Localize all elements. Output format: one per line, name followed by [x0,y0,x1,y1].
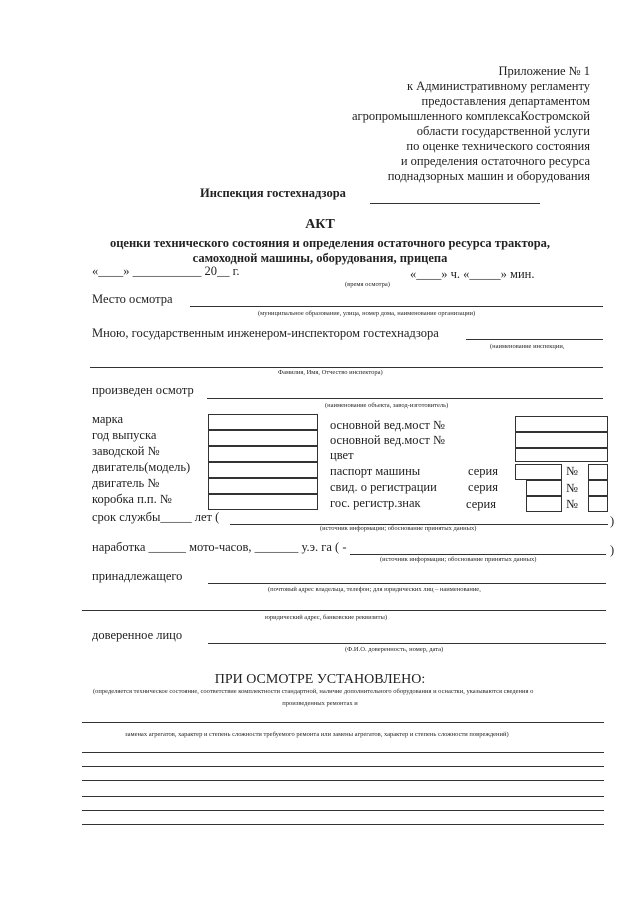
factory-number-input[interactable] [208,446,318,462]
service-life-label: срок службы_____ лет ( [92,510,220,524]
appendix-line: к Административному регламенту [406,79,590,93]
registration-number-label: № [566,481,578,495]
registration-series-label: серия [468,480,498,494]
brand-input[interactable] [208,414,318,430]
act-subtitle-line2: самоходной машины, оборудования, прицепа [192,251,448,265]
owner-details-caption: юридический адрес, банковские реквизиты) [265,614,388,621]
service-life-caption: (источник информации; обоснование принятых данных) [320,525,477,532]
appendix-line: агропромышленного комплексаКостромской [351,109,590,123]
findings-line[interactable] [82,824,604,825]
inspector-field[interactable] [466,339,603,340]
act-subtitle-line1: оценки технического состояния и определения остаточного ресурса трактора, [109,236,551,250]
inspection-done-label: произведен осмотр [92,383,194,397]
gearbox-number-input[interactable] [208,494,318,510]
field-label-plate: гос. регистр.знак [330,496,421,510]
appendix-line: области государственной услуги [416,124,590,138]
time-caption: (время осмотра) [345,281,390,288]
passport-series-label: серия [468,464,498,478]
plate-series-label: серия [466,497,496,511]
field-label-axle-2: основной вед.мост № [330,433,445,447]
appendix-line: поднадзорных машин и оборудования [387,169,590,183]
place-field[interactable] [190,306,603,307]
inspection-field[interactable] [370,203,540,204]
axle-1-input[interactable] [515,416,608,432]
field-label-factory-number: заводской № [92,444,160,458]
plate-series-input[interactable] [526,496,562,512]
findings-line[interactable] [82,780,604,781]
field-label-engine-number: двигатель № [92,476,160,490]
field-label-passport: паспорт машины [330,464,421,478]
appendix-line: Приложение № 1 [498,64,590,78]
date-field[interactable]: «____» ___________ 20__ г. [92,264,240,278]
field-label-year: год выпуска [92,428,157,442]
owner-field[interactable] [208,583,606,584]
plate-number-input[interactable] [588,496,608,512]
findings-caption-2: произведенных ремонтах и [282,700,358,707]
operating-label: наработка ______ мото-часов, _______ у.э. га ( - [92,540,347,554]
findings-caption-3: заменах агрегатов, характер и степень сложности требуемого ремонта или замены агрегатов, характер и степень сложности повреждений) [125,731,509,738]
findings-line[interactable] [82,722,604,723]
field-label-axle-1: основной вед.мост № [330,418,445,432]
owner-caption: (почтовый адрес владельца, телефон; для юридических лиц – наименование, [268,586,481,593]
year-input[interactable] [208,430,318,446]
object-caption: (наименование объекта, завод-изготовитель) [325,402,449,409]
inspection-label: Инспекция гостехнадзора [200,186,346,200]
appendix-line: и определения остаточного ресурса [400,154,590,168]
findings-title: ПРИ ОСМОТРЕ УСТАНОВЛЕНО: [214,672,426,687]
field-label-gearbox-number: коробка п.п. № [92,492,172,506]
trustee-field[interactable] [208,643,606,644]
operating-close: ) [610,543,615,557]
color-input[interactable] [515,448,608,462]
object-field[interactable] [207,398,603,399]
findings-line[interactable] [82,752,604,753]
engine-number-input[interactable] [208,478,318,494]
act-title: АКТ [305,217,335,232]
place-caption: (муниципальное образование, улица, номер дома, наименование организации) [258,310,476,317]
inspector-caption: (наименование инспекции, [490,343,565,350]
inspector-label: Мною, государственным инженером-инспектором гостехнадзора [92,326,439,340]
findings-line[interactable] [82,810,604,811]
axle-2-input[interactable] [515,432,608,448]
appendix-line: по оценке технического состояния [406,139,590,153]
trustee-caption: (Ф.И.О. доверенность, номер, дата) [345,646,444,653]
owner-label: принадлежащего [92,569,183,583]
passport-number-label: № [566,464,578,478]
operating-source-field[interactable] [350,554,606,555]
findings-caption-1: (определяется техническое состояние, соответствие комплектности стандартной, наличие дополнительного оборудования и оснастки, указываются сведения о [93,688,534,695]
field-label-color: цвет [330,448,354,462]
findings-line[interactable] [82,796,604,797]
owner-details-field[interactable] [82,610,606,611]
time-field[interactable]: «____» ч. «_____» мин. [410,267,535,281]
inspector-name-caption: Фамилия, Имя, Отчество инспектора) [278,369,383,376]
registration-number-input[interactable] [588,480,608,496]
service-life-close: ) [610,514,615,528]
findings-line[interactable] [82,766,604,767]
passport-number-input[interactable] [588,464,608,480]
plate-number-label: № [566,497,578,511]
place-label: Место осмотра [92,292,173,306]
field-label-engine-model: двигатель(модель) [92,460,191,474]
field-label-brand: марка [92,412,124,426]
passport-series-input[interactable] [515,464,562,480]
engine-model-input[interactable] [208,462,318,478]
field-label-registration: свид. о регистрации [330,480,437,494]
trustee-label: доверенное лицо [92,628,183,642]
inspector-name-field[interactable] [90,367,603,368]
operating-caption: (источник информации; обоснование принятых данных) [380,556,537,563]
appendix-line: предоставления департаментом [421,94,590,108]
registration-series-input[interactable] [526,480,562,496]
